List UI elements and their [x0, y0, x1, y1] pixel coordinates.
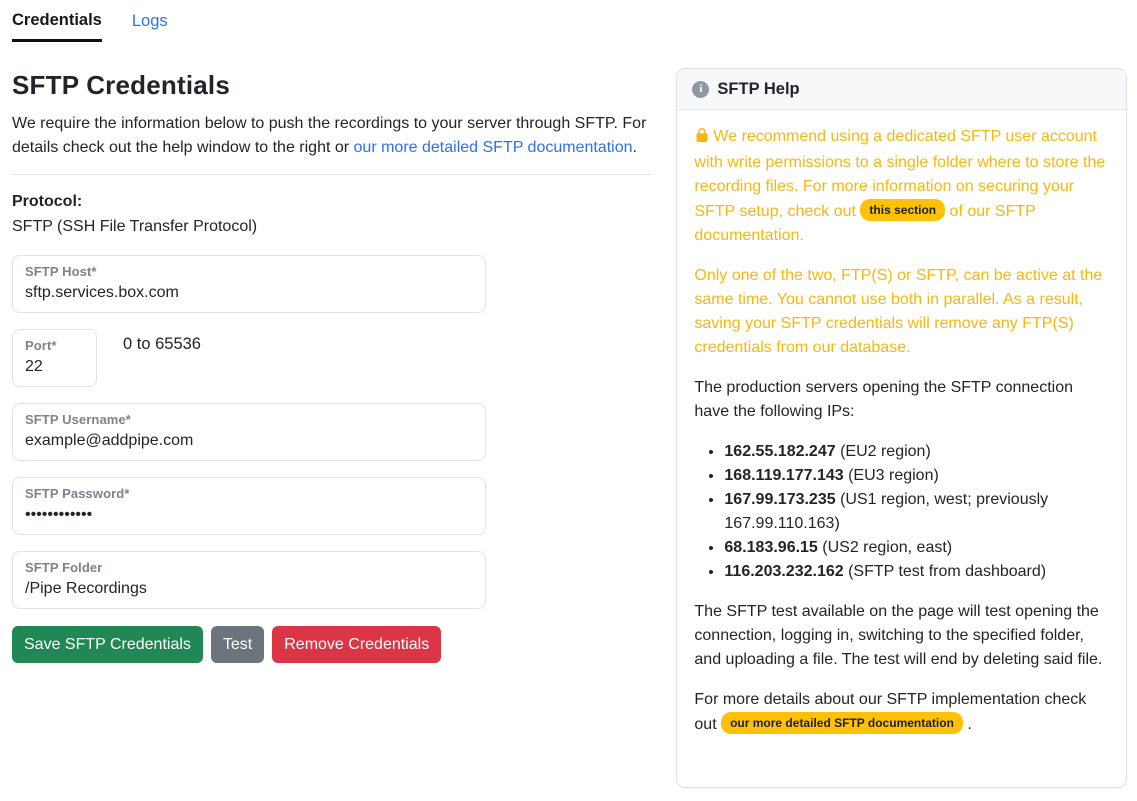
sftp-username-field[interactable]: [12, 403, 486, 461]
sftp-password-field[interactable]: [12, 477, 486, 535]
sftp-host-input[interactable]: [25, 283, 473, 303]
tab-bar: [12, 10, 1127, 42]
protocol-value: SFTP (SSH File Transfer Protocol): [12, 218, 258, 235]
tab-logs[interactable]: Logs: [131, 12, 168, 30]
ip-address: 162.55.182.247: [724, 443, 836, 460]
list-item: [724, 440, 1109, 464]
list-item: [724, 488, 1109, 536]
tab-credentials[interactable]: Credentials: [12, 10, 102, 42]
port-field[interactable]: [12, 329, 97, 387]
detailed-docs-badge-link[interactable]: our more detailed SFTP documentation: [721, 712, 963, 734]
port-row: [12, 313, 651, 387]
list-item: [724, 536, 1109, 560]
sftp-documentation-link[interactable]: our more detailed SFTP documentation: [353, 139, 633, 156]
help-card-body: [677, 110, 1126, 773]
help-test-paragraph: The SFTP test available on the page will test opening the connection, logging in, switching to the specified folder, and uploading a file. The test will end by deleting said file.: [694, 603, 1103, 668]
intro-period: .: [632, 139, 637, 156]
remove-credentials-button[interactable]: Remove Credentials: [272, 626, 441, 663]
this-section-badge-link[interactable]: this section: [860, 199, 945, 221]
intro-paragraph: [12, 112, 651, 160]
intro-text: We require the information below to push the recordings to your server through SFTP. For details check out the help window to the right or: [12, 115, 647, 156]
sftp-folder-input[interactable]: [25, 579, 473, 599]
ip-region: (EU3 region): [843, 467, 939, 484]
help-p1-text-before: We recommend using a dedicated SFTP user account with write permissions to a single folder where to store the recording files. For more information on securing your SFTP setup, check out: [694, 128, 1106, 220]
form-actions: [12, 626, 651, 663]
page-title: SFTP Credentials: [12, 70, 231, 100]
help-more-details-paragraph: [694, 688, 1109, 737]
lock-icon: [694, 127, 710, 151]
ip-region: (SFTP test from dashboard): [843, 563, 1047, 580]
help-exclusivity-paragraph: Only one of the two, FTP(S) or SFTP, can be active at the same time. You cannot use both in parallel. As a result, saving your SFTP credentials will remove any FTP(S) credentials from our database.: [694, 267, 1103, 356]
info-icon: i: [692, 81, 709, 98]
help-card-header: [677, 69, 1126, 110]
section-divider: [12, 174, 651, 175]
ip-region: (EU2 region): [835, 443, 931, 460]
help-card-title: SFTP Help: [717, 80, 800, 98]
sftp-password-input[interactable]: [25, 505, 473, 525]
list-item: [724, 464, 1109, 488]
protocol-label: Protocol:: [12, 193, 83, 210]
help-ips-intro-paragraph: The production servers opening the SFTP connection have the following IPs:: [694, 379, 1073, 420]
save-sftp-credentials-button[interactable]: Save SFTP Credentials: [12, 626, 203, 663]
help-p1-text-after: of our SFTP documentation.: [694, 203, 1036, 244]
sftp-host-field[interactable]: [12, 255, 486, 313]
help-p5-text-before: For more details about our SFTP implementation check out: [694, 691, 1087, 733]
help-panel: [676, 68, 1127, 788]
sftp-username-input[interactable]: [25, 431, 473, 451]
sftp-folder-field[interactable]: [12, 551, 486, 609]
help-p5-text-after: .: [962, 716, 972, 733]
sftp-host-label: SFTP Host*: [25, 264, 97, 279]
sftp-folder-label: SFTP Folder: [25, 560, 103, 575]
help-recommendation-paragraph: [694, 125, 1109, 248]
port-range-hint: 0 to 65536: [123, 335, 201, 353]
sftp-password-label: SFTP Password*: [25, 486, 130, 501]
ip-region: (US2 region, east): [817, 539, 953, 556]
list-item: [724, 560, 1109, 584]
ip-address: 167.99.173.235: [724, 491, 836, 508]
ip-region: (US1 region, west; previously 167.99.110.163): [724, 491, 1049, 532]
ip-address: 168.119.177.143: [724, 467, 844, 484]
server-ip-list: [694, 440, 1109, 584]
test-button[interactable]: Test: [211, 626, 264, 663]
credentials-form-section: [12, 68, 651, 663]
sftp-username-label: SFTP Username*: [25, 412, 131, 427]
ip-address: 68.183.96.15: [724, 539, 818, 556]
ip-address: 116.203.232.162: [724, 563, 844, 580]
port-label: Port*: [25, 338, 57, 353]
sftp-help-card: [676, 68, 1127, 788]
port-input[interactable]: [25, 357, 84, 377]
